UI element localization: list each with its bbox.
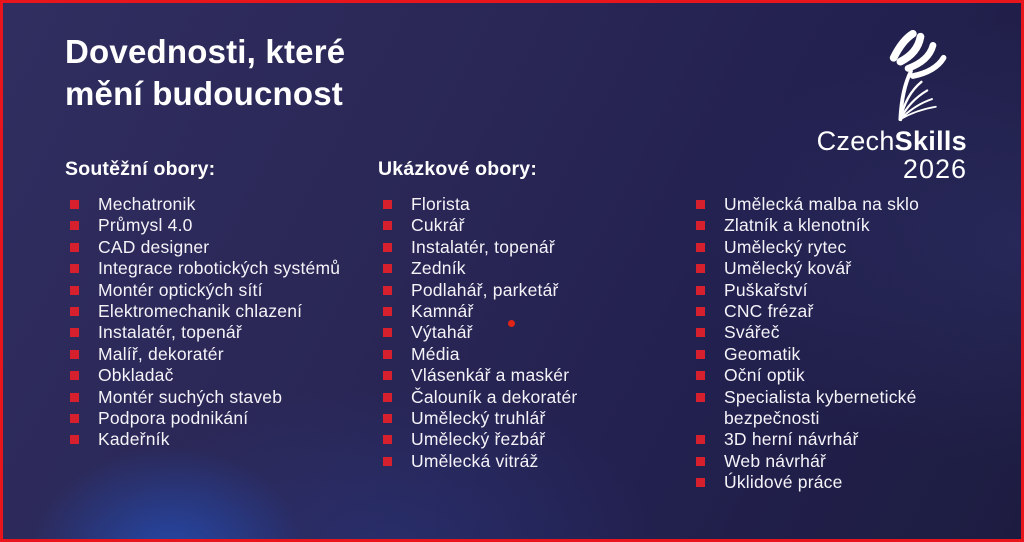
field-label: 3D herní návrhář bbox=[724, 429, 859, 450]
list-item bbox=[65, 365, 367, 386]
list-item bbox=[65, 258, 367, 279]
field-label: Instalatér, topenář bbox=[98, 322, 242, 343]
field-label: Úklidové práce bbox=[724, 472, 843, 493]
czechskills-hand-icon bbox=[857, 29, 961, 125]
list-item bbox=[691, 344, 1011, 365]
field-label: Geomatik bbox=[724, 343, 801, 364]
bullet-square-icon bbox=[70, 393, 79, 402]
field-label: Podlahář, parketář bbox=[411, 279, 559, 300]
list-item bbox=[691, 451, 1011, 472]
bullet-square-icon bbox=[383, 457, 392, 466]
field-label: Obkladač bbox=[98, 365, 174, 386]
bullet-square-icon bbox=[383, 414, 392, 423]
bullet-square-icon bbox=[383, 243, 392, 252]
section-heading-empty bbox=[691, 158, 1011, 181]
field-label: Integrace robotických systémů bbox=[98, 258, 341, 279]
list-item bbox=[691, 322, 1011, 343]
bullet-square-icon bbox=[383, 286, 392, 295]
bullet-square-icon bbox=[383, 435, 392, 444]
bullet-square-icon bbox=[70, 264, 79, 273]
list-item bbox=[691, 365, 1011, 386]
list-item bbox=[65, 344, 367, 365]
list-item bbox=[65, 322, 367, 343]
bullet-square-icon bbox=[383, 200, 392, 209]
demonstration-fields-section bbox=[378, 158, 680, 472]
field-label: Puškařství bbox=[724, 279, 808, 300]
field-label: Výtahář bbox=[411, 322, 473, 343]
list-item bbox=[65, 387, 367, 408]
bullet-square-icon bbox=[383, 371, 392, 380]
field-label: Montér optických sítí bbox=[98, 279, 263, 300]
list-item bbox=[691, 301, 1011, 322]
bullet-square-icon bbox=[70, 328, 79, 337]
bullet-square-icon bbox=[696, 307, 705, 316]
field-label: Mechatronik bbox=[98, 194, 196, 214]
bullet-square-icon bbox=[696, 350, 705, 359]
field-label: Zedník bbox=[411, 258, 466, 279]
logo-brand-regular: Czech bbox=[816, 126, 895, 156]
list-item bbox=[691, 472, 1011, 493]
bullet-square-icon bbox=[70, 414, 79, 423]
field-label: Kadeřník bbox=[98, 429, 170, 450]
field-label: Média bbox=[411, 343, 460, 364]
bullet-square-icon bbox=[696, 371, 705, 380]
list-item bbox=[378, 194, 680, 215]
field-label: Umělecká malba na sklo bbox=[724, 194, 920, 214]
field-label: Specialista kybernetické bezpečnosti bbox=[724, 386, 917, 429]
list-item bbox=[378, 429, 680, 450]
list-item bbox=[378, 451, 680, 472]
list-item bbox=[65, 429, 367, 450]
list-item bbox=[65, 215, 367, 236]
bullet-square-icon bbox=[696, 243, 705, 252]
stray-red-dot bbox=[508, 320, 515, 327]
bullet-square-icon bbox=[383, 393, 392, 402]
field-label: Svářeč bbox=[724, 322, 780, 343]
field-label: Umělecký truhlář bbox=[411, 408, 546, 429]
list-item bbox=[378, 365, 680, 386]
list-item bbox=[378, 301, 680, 322]
field-label: Instalatér, topenář bbox=[411, 236, 555, 257]
bullet-square-icon bbox=[70, 307, 79, 316]
list-item bbox=[65, 280, 367, 301]
bullet-square-icon bbox=[70, 435, 79, 444]
field-label: Průmysl 4.0 bbox=[98, 215, 193, 236]
field-label: Umělecká vitráž bbox=[411, 450, 539, 471]
field-label: Florista bbox=[411, 194, 470, 214]
bullet-square-icon bbox=[383, 328, 392, 337]
list-item bbox=[65, 194, 367, 215]
bullet-square-icon bbox=[696, 478, 705, 487]
bullet-square-icon bbox=[383, 350, 392, 359]
list-item bbox=[378, 215, 680, 236]
list-item bbox=[65, 301, 367, 322]
field-label: Zlatník a klenotník bbox=[724, 215, 870, 236]
bullet-square-icon bbox=[383, 307, 392, 316]
bullet-square-icon bbox=[696, 328, 705, 337]
list-item bbox=[378, 280, 680, 301]
page-title-line-2: mění budoucnost bbox=[65, 75, 343, 112]
competition-fields-list bbox=[65, 194, 367, 451]
list-item bbox=[691, 429, 1011, 450]
demonstration-fields-list bbox=[378, 194, 680, 472]
field-label: Cukrář bbox=[411, 215, 465, 236]
bullet-square-icon bbox=[696, 200, 705, 209]
section-heading-competition: Soutěžní obory: bbox=[65, 158, 216, 180]
bullet-square-icon bbox=[696, 221, 705, 230]
demonstration-fields-list-continued bbox=[691, 194, 1011, 494]
field-label: CNC frézař bbox=[724, 301, 814, 322]
bullet-square-icon bbox=[696, 286, 705, 295]
list-item bbox=[378, 387, 680, 408]
logo-wordmark bbox=[807, 127, 967, 155]
bullet-square-icon bbox=[696, 393, 705, 402]
bullet-square-icon bbox=[70, 350, 79, 359]
bullet-square-icon bbox=[70, 243, 79, 252]
demonstration-fields-section-continued bbox=[691, 158, 1011, 494]
bullet-square-icon bbox=[70, 286, 79, 295]
field-label: Umělecký řezbář bbox=[411, 429, 546, 450]
field-label: Malíř, dekoratér bbox=[98, 343, 224, 364]
list-item bbox=[378, 408, 680, 429]
list-item bbox=[691, 215, 1011, 236]
list-item bbox=[378, 322, 680, 343]
field-label: Elektromechanik chlazení bbox=[98, 301, 303, 322]
bullet-square-icon bbox=[70, 371, 79, 380]
field-label: Čalouník a dekoratér bbox=[411, 386, 578, 407]
bullet-square-icon bbox=[383, 221, 392, 230]
list-item bbox=[691, 237, 1011, 258]
field-label: CAD designer bbox=[98, 236, 210, 257]
logo-brand-bold: Skills bbox=[894, 126, 967, 156]
bullet-square-icon bbox=[70, 221, 79, 230]
field-label: Web návrhář bbox=[724, 450, 827, 471]
list-item bbox=[65, 237, 367, 258]
field-label: Umělecký kovář bbox=[724, 258, 852, 279]
bullet-square-icon bbox=[696, 264, 705, 273]
logo-year: 2026 bbox=[902, 154, 967, 184]
list-item bbox=[65, 408, 367, 429]
bullet-square-icon bbox=[383, 264, 392, 273]
field-label: Vlásenkář a maskér bbox=[411, 365, 570, 386]
list-item bbox=[691, 280, 1011, 301]
competition-fields-section bbox=[65, 158, 367, 451]
page-title bbox=[65, 31, 345, 115]
field-label: Montér suchých staveb bbox=[98, 386, 283, 407]
section-heading-demonstration: Ukázkové obory: bbox=[378, 158, 538, 180]
list-item bbox=[378, 258, 680, 279]
field-label: Oční optik bbox=[724, 365, 805, 386]
field-label: Umělecký rytec bbox=[724, 236, 847, 257]
list-item bbox=[691, 194, 1011, 215]
list-item bbox=[691, 258, 1011, 279]
list-item bbox=[691, 387, 1011, 430]
bullet-square-icon bbox=[70, 200, 79, 209]
field-label: Kamnář bbox=[411, 301, 474, 322]
bullet-square-icon bbox=[696, 435, 705, 444]
page-title-line-1: Dovednosti, které bbox=[65, 33, 346, 70]
field-label: Podpora podnikání bbox=[98, 408, 249, 429]
list-item bbox=[378, 344, 680, 365]
list-item bbox=[378, 237, 680, 258]
bullet-square-icon bbox=[696, 457, 705, 466]
